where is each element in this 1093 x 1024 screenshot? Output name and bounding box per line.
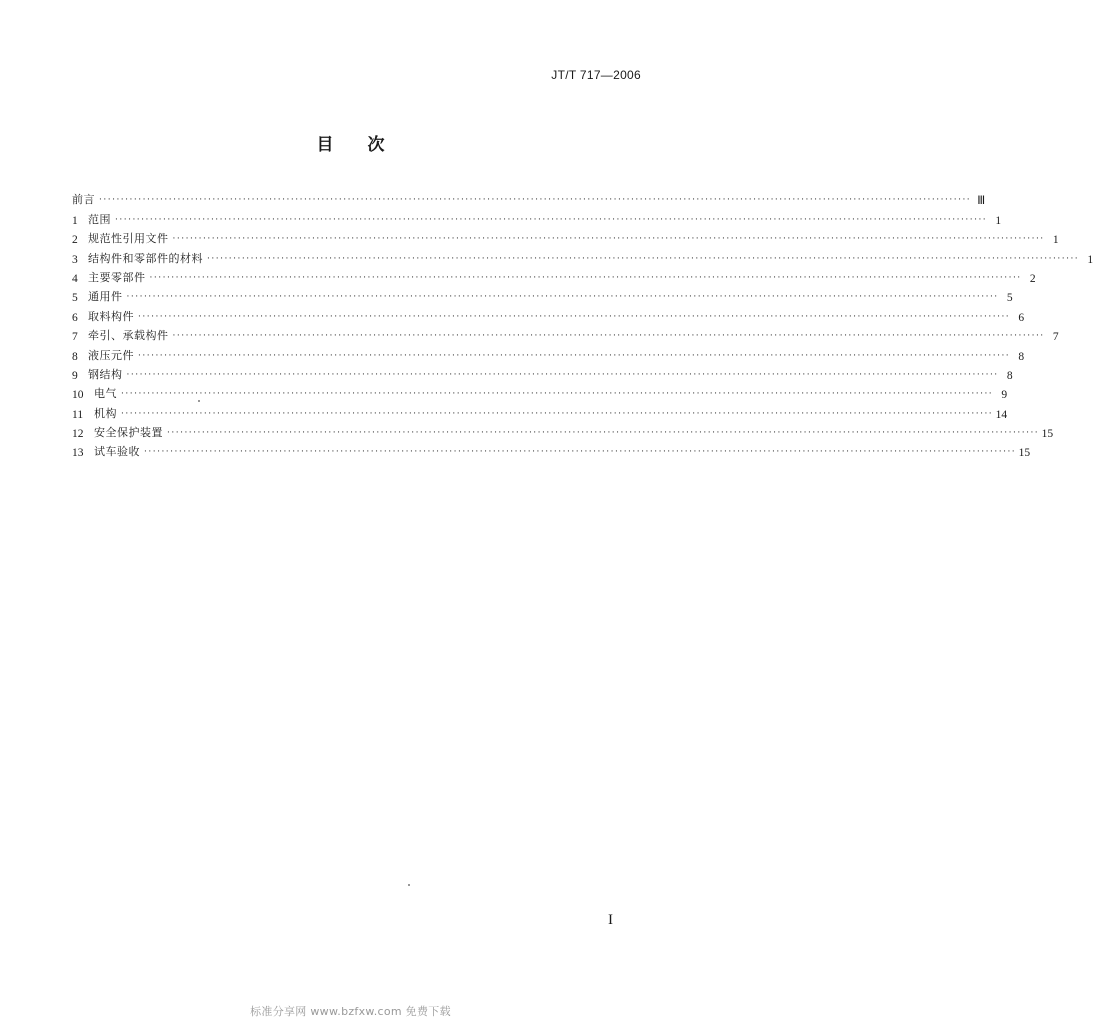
toc-entry-label: 电气 bbox=[94, 387, 117, 401]
toc-entry-page: 8 bbox=[1006, 369, 1013, 382]
toc-entry-label: 液压元件 bbox=[88, 348, 134, 362]
toc-entry-8[interactable] bbox=[72, 343, 1025, 363]
toc-entry-7[interactable] bbox=[72, 324, 1059, 344]
toc-leader-dots: ········································································································································································································ bbox=[99, 195, 972, 206]
toc-leader-dots: ········································································································································································································ bbox=[172, 234, 1045, 245]
toc-entry-11[interactable] bbox=[72, 401, 1008, 421]
page-number: I bbox=[608, 912, 613, 928]
toc-entry-number: 5 bbox=[72, 292, 78, 305]
toc-entry-3[interactable] bbox=[72, 246, 1093, 266]
toc-leader-dots: ········································································································································································································ bbox=[138, 350, 1011, 361]
toc-entry-2[interactable] bbox=[72, 227, 1059, 247]
toc-entry-number: 2 bbox=[72, 234, 78, 247]
table-of-contents bbox=[72, 188, 1093, 460]
watermark-footer: 标准分享网 www.bzfxw.com 免费下载 bbox=[250, 1005, 451, 1018]
toc-entry-number: 10 bbox=[72, 389, 84, 402]
toc-entry-label: 通用件 bbox=[88, 290, 123, 304]
toc-entry-6[interactable] bbox=[72, 304, 1025, 324]
toc-leader-dots: ········································································································································································································ bbox=[115, 214, 988, 225]
toc-leader-dots: ········································································································································································································ bbox=[149, 272, 1022, 283]
toc-entry-page: 5 bbox=[1006, 292, 1013, 305]
toc-entry-page: 15 bbox=[1018, 447, 1031, 460]
scan-speck bbox=[408, 884, 410, 886]
toc-entry-label: 范围 bbox=[88, 212, 111, 226]
toc-entry-page: 2 bbox=[1029, 272, 1036, 285]
toc-entry-number: 1 bbox=[72, 214, 78, 227]
toc-entry-number: 6 bbox=[72, 311, 78, 324]
toc-entry-number: 11 bbox=[72, 408, 84, 421]
toc-entry-label: 结构件和零部件的材料 bbox=[88, 251, 203, 265]
toc-entry-page: Ⅲ bbox=[977, 195, 986, 208]
toc-leader-dots: ········································································································································································································ bbox=[207, 253, 1080, 264]
toc-entry-label: 机构 bbox=[94, 406, 117, 420]
toc-leader-dots: ········································································································································································································ bbox=[167, 428, 1040, 439]
toc-entry-label: 前言 bbox=[72, 193, 95, 207]
standard-code: JT/T 717—2006 bbox=[551, 68, 641, 82]
toc-entry-page: 6 bbox=[1018, 311, 1025, 324]
toc-entry-13[interactable] bbox=[72, 440, 1031, 460]
toc-entry-page: 7 bbox=[1052, 331, 1059, 344]
toc-leader-dots: ········································································································································································································ bbox=[144, 447, 1017, 458]
toc-leader-dots: ········································································································································································································ bbox=[138, 311, 1011, 322]
toc-entry-number: 9 bbox=[72, 369, 78, 382]
toc-entry-page: 9 bbox=[1001, 389, 1008, 402]
toc-entry-label: 试车验收 bbox=[94, 445, 140, 459]
toc-entry-12[interactable] bbox=[72, 421, 1054, 441]
toc-entry-number: 13 bbox=[72, 447, 84, 460]
toc-entry-9[interactable] bbox=[72, 363, 1013, 382]
toc-entry-page: 14 bbox=[995, 408, 1008, 421]
toc-entry-number: 4 bbox=[72, 272, 78, 285]
toc-entry-label: 钢结构 bbox=[88, 367, 123, 381]
toc-entry-foreword[interactable] bbox=[72, 188, 986, 208]
toc-entry-number: 7 bbox=[72, 331, 78, 344]
toc-entry-label: 取料构件 bbox=[88, 309, 134, 323]
page-title: 目次 bbox=[316, 135, 419, 155]
toc-entry-page: 1 bbox=[995, 214, 1002, 227]
toc-leader-dots: ········································································································································································································ bbox=[126, 292, 999, 303]
toc-leader-dots: ········································································································································································································ bbox=[121, 389, 994, 400]
toc-entry-label: 安全保护装置 bbox=[94, 426, 163, 440]
toc-leader-dots: ········································································································································································································ bbox=[126, 369, 999, 380]
toc-entry-number: 8 bbox=[72, 350, 78, 363]
toc-entry-page: 8 bbox=[1018, 350, 1025, 363]
toc-entry-5[interactable] bbox=[72, 285, 1013, 305]
toc-entry-10[interactable] bbox=[72, 382, 1008, 402]
toc-entry-number: 3 bbox=[72, 253, 78, 266]
toc-entry-label: 主要零部件 bbox=[88, 270, 146, 284]
toc-leader-dots: ········································································································································································································ bbox=[172, 331, 1045, 342]
toc-entry-page: 1 bbox=[1052, 234, 1059, 247]
toc-leader-dots: ········································································································································································································ bbox=[121, 408, 994, 419]
toc-entry-page: 15 bbox=[1041, 428, 1054, 441]
toc-entry-1[interactable] bbox=[72, 207, 1002, 227]
toc-entry-page: 1 bbox=[1087, 253, 1093, 266]
toc-entry-4[interactable] bbox=[72, 266, 1036, 285]
scan-speck bbox=[198, 400, 200, 402]
toc-entry-number: 12 bbox=[72, 428, 84, 441]
toc-entry-label: 规范性引用文件 bbox=[88, 232, 169, 246]
toc-entry-label: 牵引、承载构件 bbox=[88, 329, 169, 343]
